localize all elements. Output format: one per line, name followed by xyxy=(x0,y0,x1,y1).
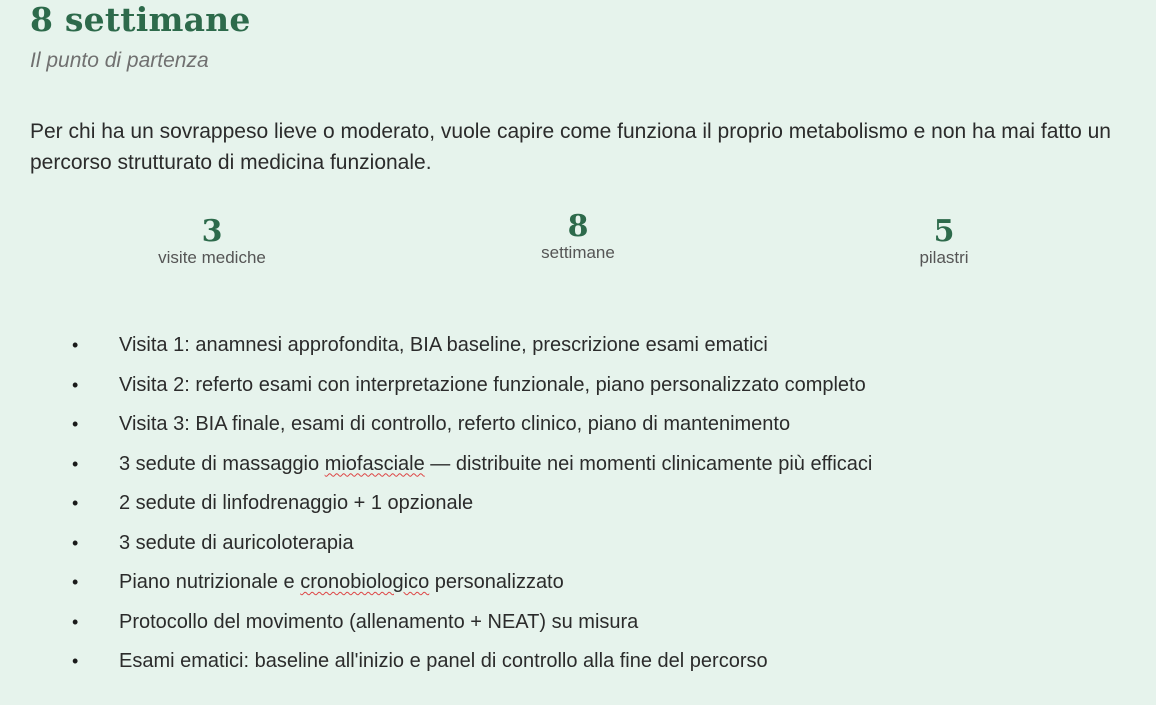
list-item xyxy=(72,484,872,524)
bullet-icon: • xyxy=(72,414,79,434)
text-segment: 3 sedute di massaggio xyxy=(119,452,325,475)
bullet-icon: • xyxy=(72,453,79,474)
bullet-icon: • xyxy=(72,335,79,355)
stat-label: pilastri xyxy=(919,248,969,267)
list-item xyxy=(72,326,872,366)
bullet-icon: • xyxy=(72,374,79,395)
list-item-text: 3 sedute di auricoloterapia xyxy=(119,531,354,554)
intro-paragraph: Per chi ha un sovrappeso lieve o moderato, vuole capire come funziona il proprio metabolismo e non ha mai fatto un percorso strutturato di medicina funzionale. xyxy=(30,120,1111,174)
bullet-icon: • xyxy=(72,532,79,553)
list-item-text: 2 sedute di linfodrenaggio + 1 opzionale xyxy=(119,492,474,514)
misspelled-word[interactable]: cronobiologico xyxy=(300,571,430,593)
list-item-text: Visita 1: anamnesi approfondita, BIA baseline, prescrizione esami ematici xyxy=(119,334,768,356)
list-item-text: Esami ematici: baseline all'inizio e panel di controllo alla fine del percorso xyxy=(119,650,768,672)
page-subtitle: Il punto di partenza xyxy=(30,49,209,72)
list-item-text xyxy=(119,453,872,475)
text-segment: Piano nutrizionale e xyxy=(119,571,301,593)
text-segment: personalizzato xyxy=(429,571,564,593)
included-services-list xyxy=(72,326,872,682)
list-item xyxy=(72,524,872,564)
stat-pilastri xyxy=(834,216,1054,268)
list-item-text xyxy=(119,571,564,593)
stat-visite xyxy=(102,216,322,268)
text-segment: — distribuite nei momenti clinicamente più efficaci xyxy=(424,452,873,475)
list-item xyxy=(72,642,872,682)
bullet-icon: • xyxy=(72,651,79,671)
stat-value: 3 xyxy=(201,214,223,249)
stat-value: 5 xyxy=(933,214,955,249)
stat-value: 8 xyxy=(567,209,589,244)
list-item xyxy=(72,366,872,406)
bullet-icon: • xyxy=(72,493,79,513)
stat-settimane xyxy=(468,211,688,263)
stat-label: visite mediche xyxy=(158,248,266,267)
page-title: 8 settimane xyxy=(30,0,251,39)
misspelled-word[interactable]: miofasciale xyxy=(324,452,425,475)
bullet-icon: • xyxy=(72,572,79,592)
bullet-icon: • xyxy=(72,611,79,632)
list-item xyxy=(72,405,872,445)
list-item-text: Visita 3: BIA finale, esami di controllo, referto clinico, piano di mantenimento xyxy=(119,413,791,435)
stat-label: settimane xyxy=(541,243,615,262)
list-item-text: Protocollo del movimento (allenamento + NEAT) su misura xyxy=(119,610,639,633)
list-item xyxy=(72,563,872,603)
list-item xyxy=(72,603,872,643)
list-item xyxy=(72,445,872,485)
list-item-text: Visita 2: referto esami con interpretazione funzionale, piano personalizzato completo xyxy=(119,373,866,396)
